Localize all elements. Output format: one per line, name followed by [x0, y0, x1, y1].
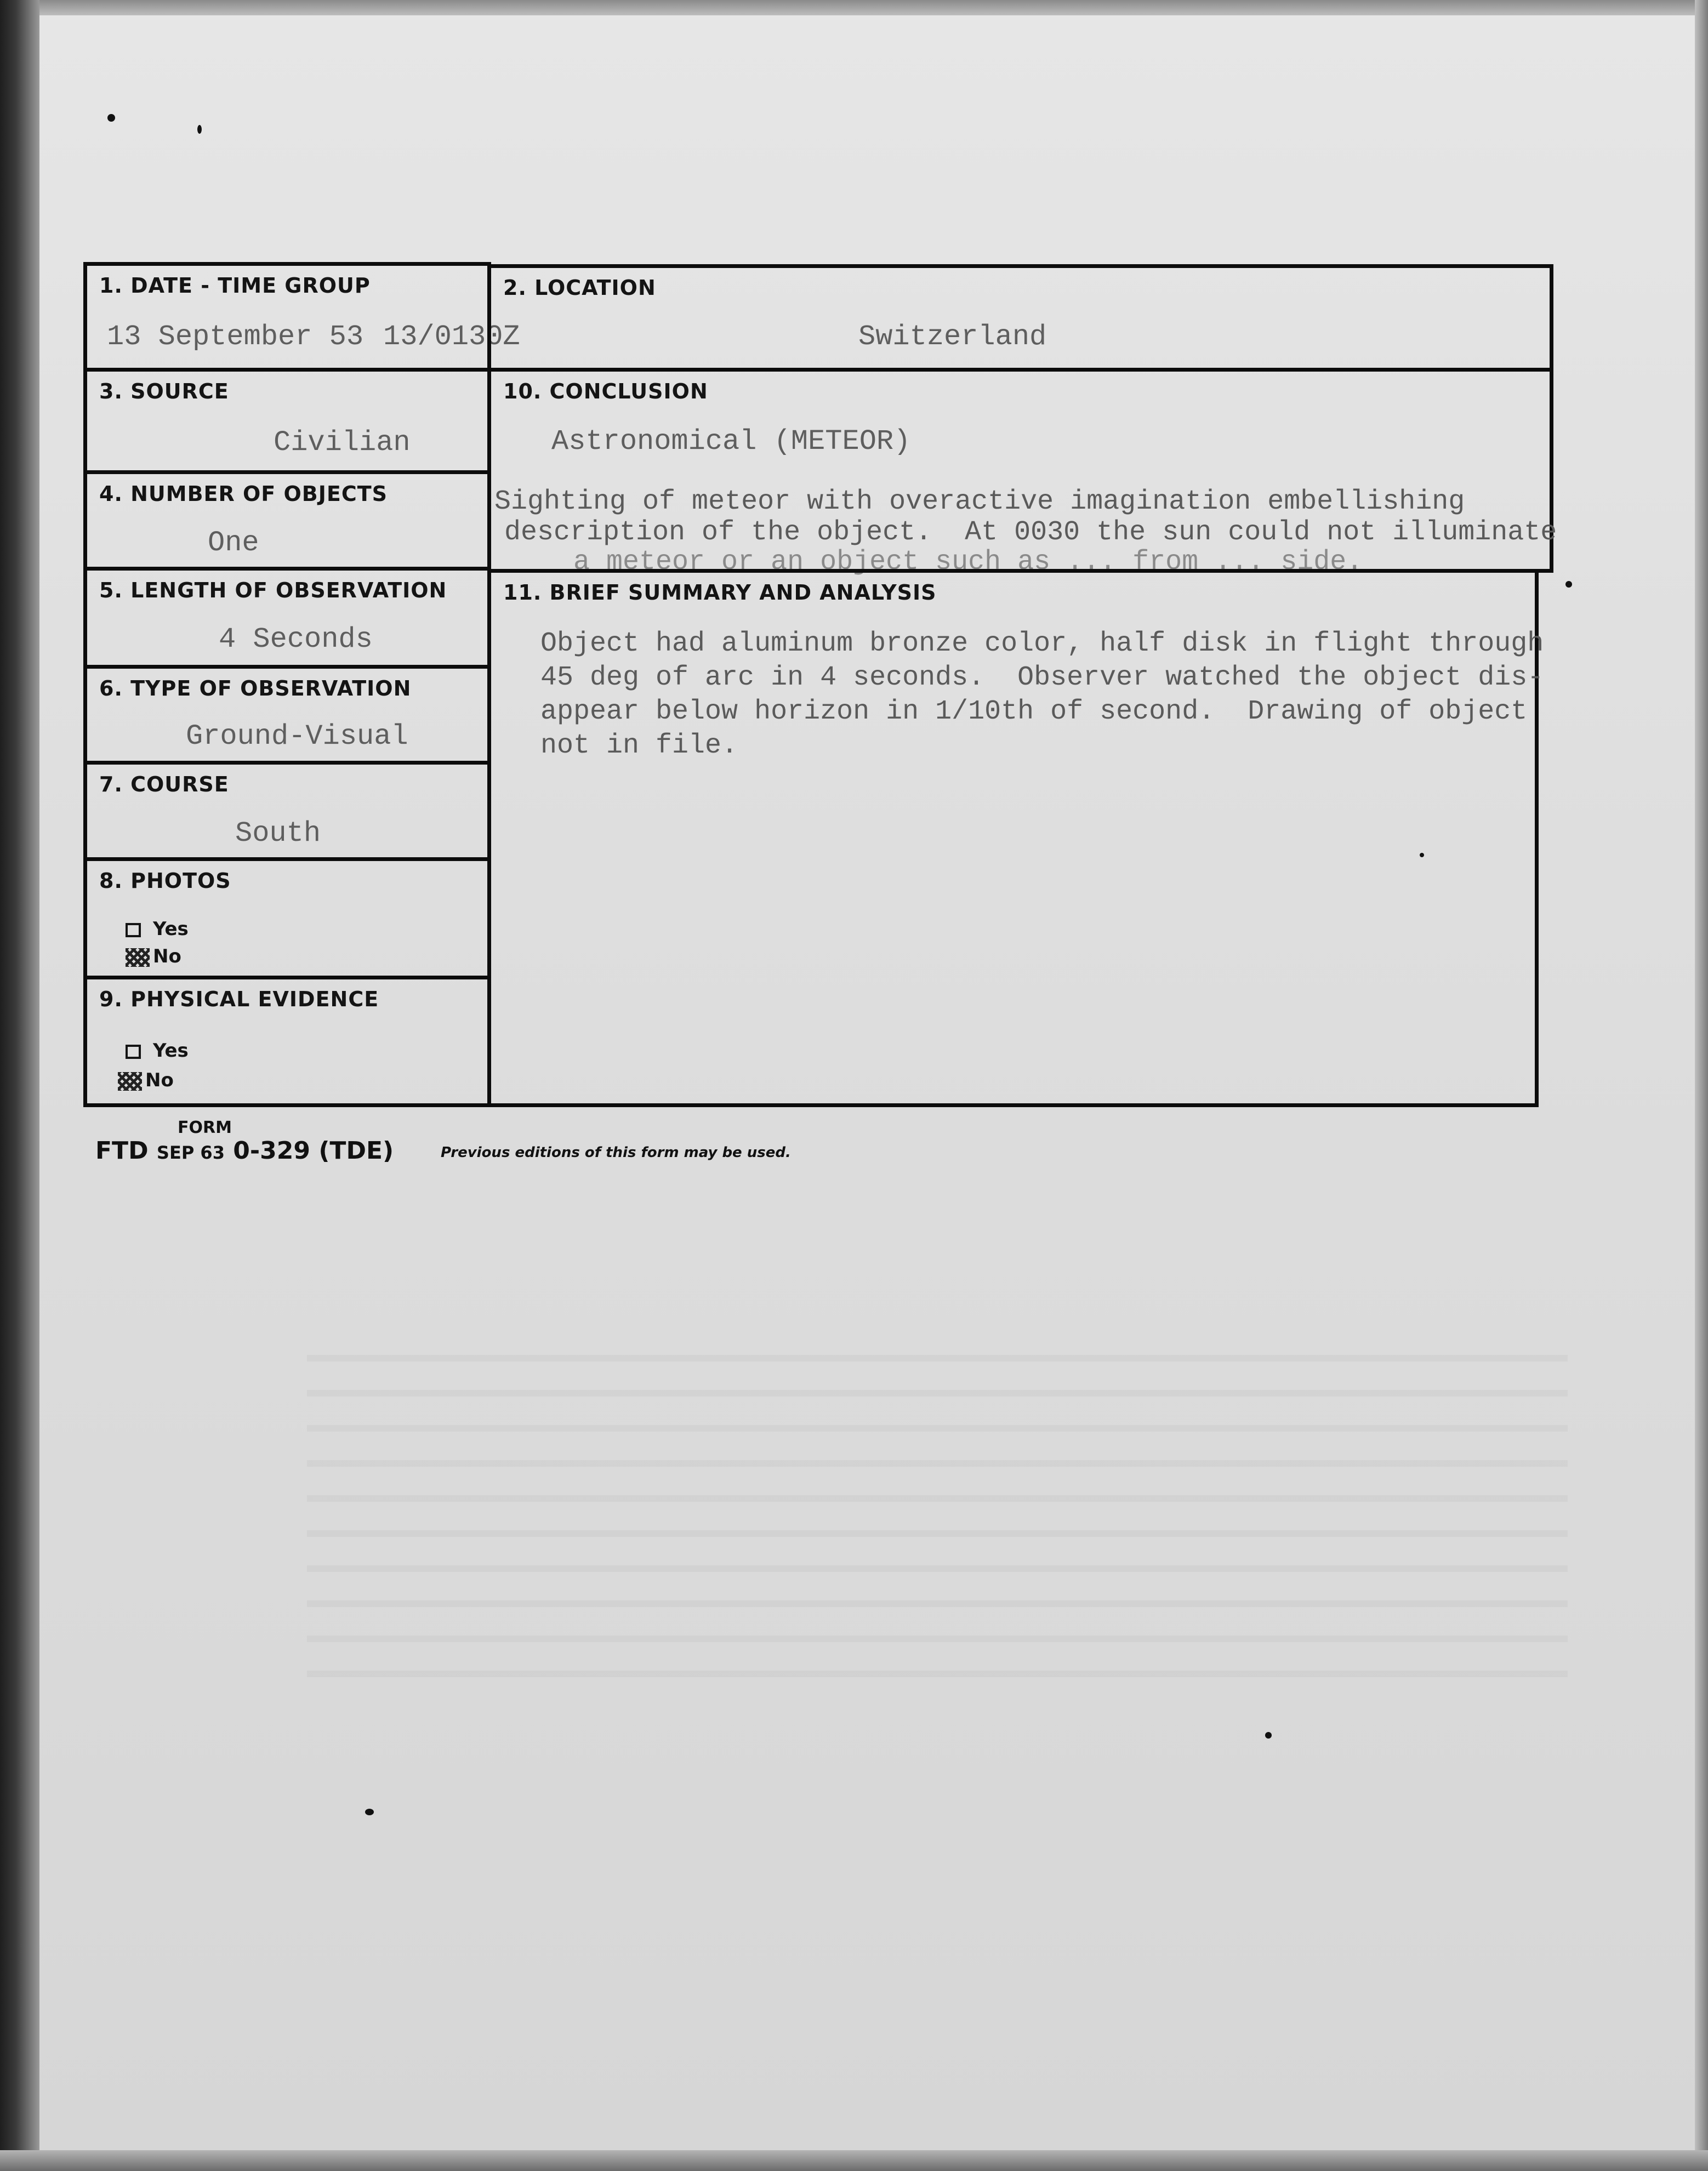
conclusion-text-line: a meteor or an object such as ... from ... side. — [573, 546, 1363, 578]
no-label: No — [145, 1069, 174, 1091]
ftd-label: FTD — [95, 1137, 149, 1165]
yes-label: Yes — [153, 1040, 189, 1062]
course-value: South — [235, 817, 321, 850]
field-label: 3. SOURCE — [99, 379, 229, 403]
checkbox-marked-icon — [118, 1072, 142, 1091]
field-label: 5. LENGTH OF OBSERVATION — [99, 578, 447, 602]
form-id — [95, 1137, 394, 1165]
conclusion-value: Astronomical (METEOR) — [551, 425, 911, 458]
scan-speck — [365, 1809, 374, 1815]
scan-edge-right — [1695, 0, 1708, 2171]
no-label: No — [153, 945, 181, 967]
evidence-yes-option — [126, 1040, 189, 1062]
field-source — [83, 368, 491, 474]
scan-speck — [1565, 581, 1572, 588]
bleed-through-texture — [307, 1326, 1568, 1683]
field-length-of-observation — [83, 567, 491, 669]
date-value: 13 September 53 — [107, 321, 364, 353]
checkbox-marked-icon — [126, 948, 150, 967]
field-location — [487, 264, 1553, 372]
field-physical-evidence — [83, 976, 491, 1107]
summary-text-line: 45 deg of arc in 4 seconds. Observer watched the object dis- — [540, 662, 1544, 693]
field-label: 9. PHYSICAL EVIDENCE — [99, 987, 379, 1011]
conclusion-text-line: Sighting of meteor with overactive imagination embellishing — [494, 486, 1465, 517]
field-brief-summary — [487, 569, 1544, 1107]
scan-speck — [107, 114, 115, 122]
scan-speck — [1265, 1732, 1272, 1739]
scan-edge-top — [0, 0, 1708, 15]
field-course — [83, 761, 491, 861]
field-label: 7. COURSE — [99, 772, 229, 796]
checkbox-empty-icon — [126, 1045, 141, 1059]
length-value: 4 Seconds — [219, 623, 373, 656]
editions-note: Previous editions of this form may be used. — [441, 1144, 791, 1161]
scan-speck — [197, 125, 202, 134]
form-number: 0-329 (TDE) — [233, 1137, 394, 1165]
scan-edge-left — [0, 0, 39, 2171]
field-label: 10. CONCLUSION — [503, 379, 708, 403]
summary-text-line: appear below horizon in 1/10th of second. Drawing of object — [540, 696, 1528, 727]
scan-edge-bottom — [0, 2150, 1708, 2171]
field-label: 1. DATE - TIME GROUP — [99, 273, 371, 298]
field-type-of-observation — [83, 665, 491, 765]
summary-text-line: not in file. — [540, 730, 738, 761]
time-value: 13/0130Z — [383, 321, 520, 353]
source-value: Civilian — [274, 426, 411, 459]
field-label: 4. NUMBER OF OBJECTS — [99, 482, 388, 506]
form-word: FORM — [178, 1118, 232, 1137]
field-label: 6. TYPE OF OBSERVATION — [99, 676, 412, 700]
field-label: 11. BRIEF SUMMARY AND ANALYSIS — [503, 580, 937, 605]
field-photos — [83, 857, 491, 979]
field-conclusion — [487, 368, 1557, 578]
conclusion-text-line: description of the object. At 0030 the sun could not illuminate — [504, 517, 1557, 548]
checkbox-empty-icon — [126, 923, 141, 937]
field-label: 8. PHOTOS — [99, 869, 231, 893]
type-value: Ground-Visual — [186, 720, 408, 753]
field-number-of-objects — [83, 470, 491, 571]
project-card-form — [83, 262, 1557, 1107]
field-label: 2. LOCATION — [503, 276, 656, 300]
field-date-time-group — [83, 262, 520, 372]
number-value: One — [208, 527, 259, 559]
evidence-no-option — [118, 1069, 174, 1091]
location-value: Switzerland — [858, 321, 1047, 353]
yes-label: Yes — [153, 918, 189, 940]
date-code: SEP 63 — [156, 1142, 225, 1163]
summary-text-line: Object had aluminum bronze color, half disk in flight through — [540, 628, 1544, 659]
photos-yes-option — [126, 918, 189, 940]
photos-no-option — [126, 945, 181, 967]
